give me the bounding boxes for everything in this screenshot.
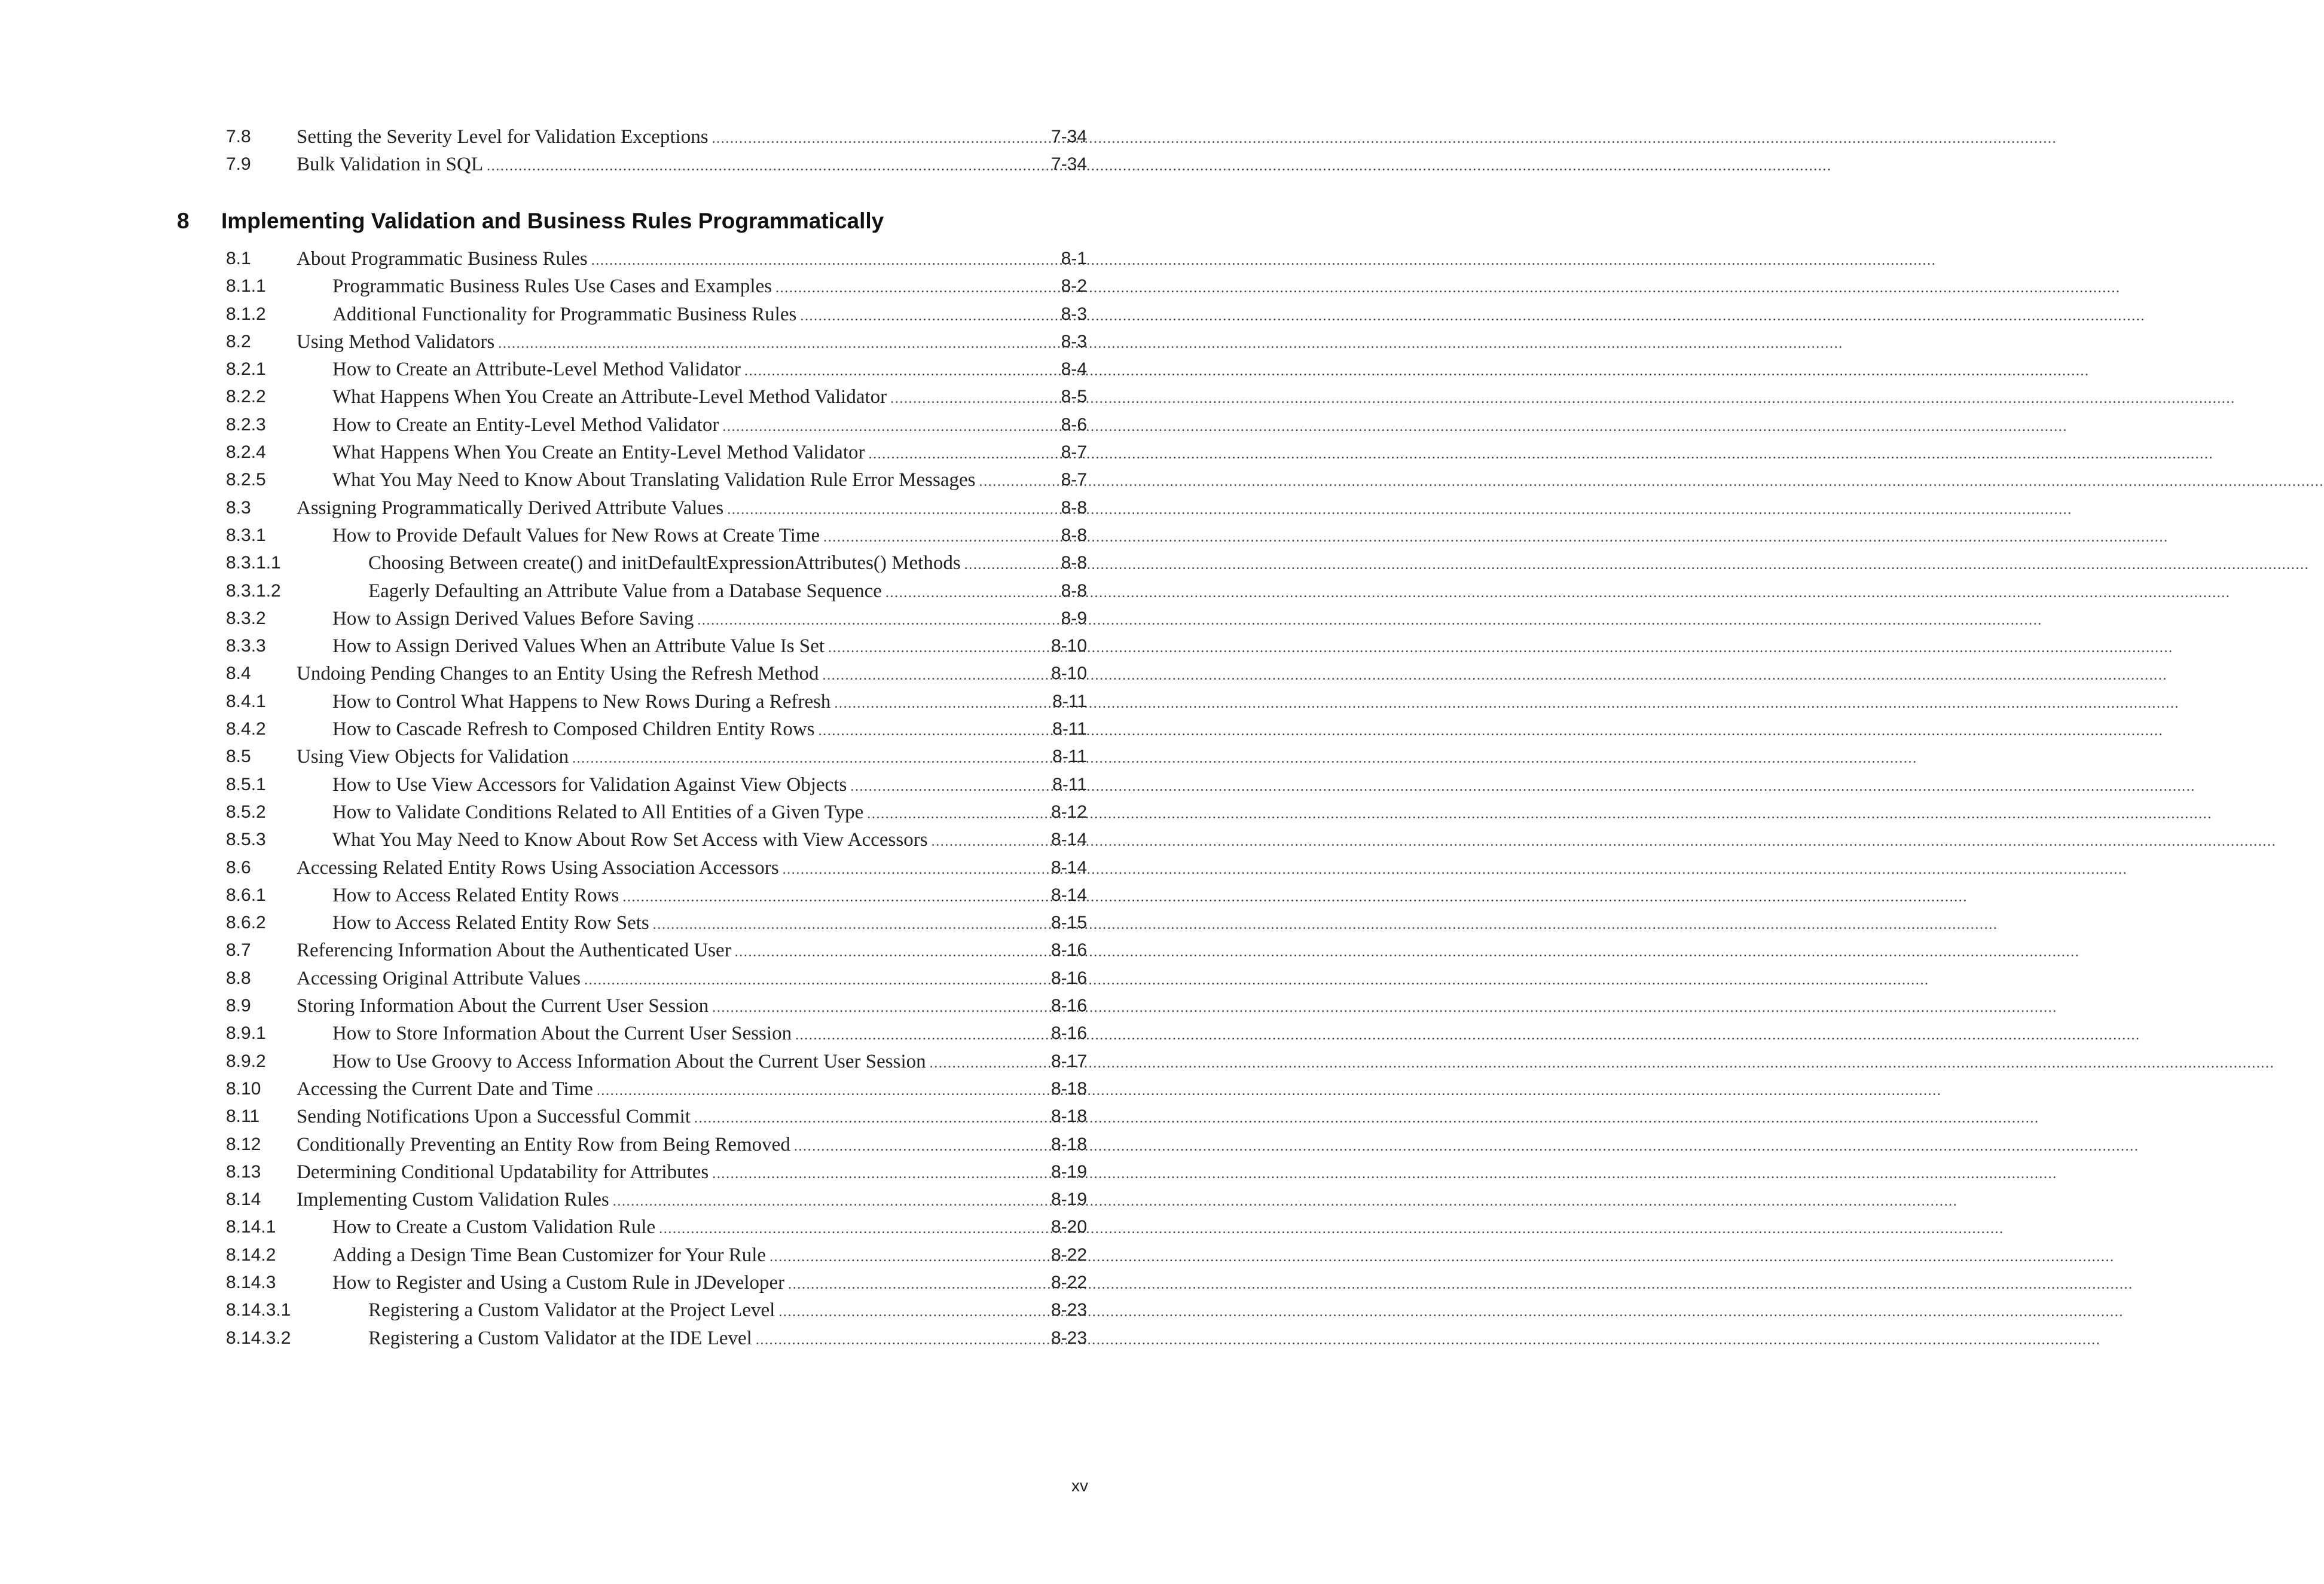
toc-leader-dots xyxy=(867,799,1059,828)
toc-entry-title: How to Store Information About the Current User Session xyxy=(332,1023,792,1045)
toc-entry-page: 8-20 xyxy=(1050,1217,1087,1237)
toc-entry-text xyxy=(332,771,1068,800)
toc-entry-title: Storing Information About the Current User Session xyxy=(297,995,709,1017)
toc-leader-dots xyxy=(572,743,1059,772)
toc-entry-page: 8-5 xyxy=(1061,387,1087,407)
toc-entry-text xyxy=(297,965,1068,994)
toc-entry-title: Assigning Programmatically Derived Attribute Values xyxy=(297,497,724,519)
toc-entry[interactable] xyxy=(0,992,1224,1020)
toc-entry-page: 8-10 xyxy=(1050,636,1087,656)
toc-entry[interactable] xyxy=(0,1158,1224,1186)
toc-leader-dots xyxy=(591,245,1059,274)
toc-entry-title: How to Provide Default Values for New Rows at Create Time xyxy=(332,524,820,546)
toc-leader-dots xyxy=(712,123,1059,152)
toc-entry-text xyxy=(332,826,1068,855)
toc-entry-page: 8-6 xyxy=(1061,414,1087,435)
toc-entry-text xyxy=(297,151,1068,180)
toc-entry-text xyxy=(332,799,1068,828)
toc-entry-number: 8.6.2 xyxy=(226,913,266,933)
toc-entry[interactable] xyxy=(0,854,1224,882)
toc-leader-dots xyxy=(930,1048,1059,1077)
toc-leader-dots xyxy=(712,992,1059,1022)
toc-entry-number: 8.9.2 xyxy=(226,1051,266,1071)
toc-entry-page: 8-22 xyxy=(1050,1244,1087,1265)
toc-previous-chapter-entries xyxy=(0,123,1224,179)
toc-entry[interactable] xyxy=(0,1020,1224,1047)
toc-leader-dots xyxy=(964,549,1059,579)
toc-entry-title: What Happens When You Create an Attribute-Level Method Validator xyxy=(332,386,887,408)
toc-entry[interactable] xyxy=(0,882,1224,909)
toc-entry[interactable] xyxy=(0,799,1224,826)
toc-entry-number: 8.13 xyxy=(226,1161,261,1182)
toc-leader-dots xyxy=(819,715,1059,745)
toc-entry-text xyxy=(332,688,1068,717)
toc-entry-page: 8-19 xyxy=(1050,1189,1087,1210)
toc-entry[interactable] xyxy=(0,1075,1224,1103)
toc-entry-title: About Programmatic Business Rules xyxy=(297,248,588,270)
toc-entry-title: How to Create an Entity-Level Method Validator xyxy=(332,414,719,436)
toc-leader-dots xyxy=(823,522,1059,551)
toc-entry-text xyxy=(368,1296,1068,1326)
toc-leader-dots xyxy=(735,937,1059,966)
toc-entry-text xyxy=(332,466,1068,496)
toc-entry-title: Undoing Pending Changes to an Entity Using the Refresh Method xyxy=(297,663,819,685)
toc-entry-number: 8.2 xyxy=(226,331,251,351)
toc-entry-page: 8-14 xyxy=(1050,885,1087,905)
toc-entry-title: What You May Need to Know About Translating Validation Rule Error Messages xyxy=(332,469,976,491)
toc-entry-text xyxy=(297,937,1068,966)
toc-entry-page: 8-10 xyxy=(1050,663,1087,684)
toc-entry-title: Using View Objects for Validation xyxy=(297,746,569,768)
toc-entry-page: 8-18 xyxy=(1050,1106,1087,1127)
toc-entry-text xyxy=(332,1213,1068,1243)
toc-entry-page: 8-16 xyxy=(1050,968,1087,988)
toc-entry-number: 8.2.3 xyxy=(226,414,266,435)
toc-entry-title: Adding a Design Time Bean Customizer for Your Rule xyxy=(332,1244,766,1266)
toc-entry-title: How to Assign Derived Values Before Saving xyxy=(332,607,694,629)
toc-entry-page: 8-14 xyxy=(1050,857,1087,877)
toc-entry-title: Referencing Information About the Authenticated User xyxy=(297,940,731,962)
toc-entry[interactable] xyxy=(0,245,1224,273)
toc-entry-page: 7-34 xyxy=(1050,127,1087,146)
toc-entry-number: 8.2.5 xyxy=(226,470,266,490)
toc-entry[interactable] xyxy=(0,151,1224,178)
toc-entry-text xyxy=(297,854,1068,883)
toc-leader-dots xyxy=(868,439,1059,468)
toc-entry-number: 8.14.3 xyxy=(226,1272,276,1292)
toc-entry[interactable] xyxy=(0,522,1224,549)
toc-entry-title: How to Use Groovy to Access Information About the Current User Session xyxy=(332,1050,926,1072)
toc-entry-number: 8.2.4 xyxy=(226,442,266,463)
toc-entry[interactable] xyxy=(0,577,1224,605)
toc-entry-text xyxy=(332,715,1068,745)
toc-entry-title: How to Register and Using a Custom Rule in JDeveloper xyxy=(332,1271,785,1294)
page-folio: xv xyxy=(1071,1476,1088,1495)
toc-entry-number: 8.10 xyxy=(226,1078,261,1099)
toc-entry-title: Eagerly Defaulting an Attribute Value from a Database Sequence xyxy=(368,580,882,602)
toc-entry-title: Accessing Original Attribute Values xyxy=(297,967,581,989)
toc-entry[interactable] xyxy=(0,771,1224,799)
toc-entry-text xyxy=(297,660,1068,689)
toc-entry-text xyxy=(332,383,1068,412)
toc-entry[interactable] xyxy=(0,1296,1224,1324)
toc-entry-page: 8-16 xyxy=(1050,940,1087,961)
toc-leader-dots xyxy=(788,1269,1059,1298)
toc-entry-page: 8-18 xyxy=(1050,1078,1087,1099)
toc-entry-page: 8-8 xyxy=(1061,525,1087,545)
toc-entry-text xyxy=(297,494,1068,524)
toc-entry-text xyxy=(332,301,1068,330)
toc-entry-text xyxy=(332,882,1068,911)
toc-entry-text xyxy=(332,632,1068,662)
toc-leader-dots xyxy=(498,328,1059,357)
toc-entry-page: 8-3 xyxy=(1061,304,1087,324)
toc-entry-title: Accessing Related Entity Rows Using Association Accessors xyxy=(297,857,779,879)
toc-entry-title: Registering a Custom Validator at the IDE Level xyxy=(368,1327,752,1349)
toc-leader-dots xyxy=(885,577,1059,607)
toc-entry[interactable] xyxy=(0,549,1224,577)
toc-entry-number: 8.14 xyxy=(226,1189,261,1210)
toc-chapter-entries xyxy=(0,245,1224,1352)
toc-entry-text xyxy=(368,1325,1068,1354)
toc-entry[interactable] xyxy=(0,937,1224,964)
toc-entry-number: 8.14.2 xyxy=(226,1244,276,1265)
toc-entry[interactable] xyxy=(0,743,1224,770)
toc-entry-page: 8-11 xyxy=(1052,719,1087,739)
toc-entry-page: 8-19 xyxy=(1050,1161,1087,1182)
toc-entry-title: Accessing the Current Date and Time xyxy=(297,1078,593,1100)
toc-entry-text xyxy=(297,328,1068,357)
toc-entry-title: Sending Notifications Upon a Successful Commit xyxy=(297,1106,691,1128)
toc-entry[interactable] xyxy=(0,1186,1224,1213)
chapter-title: Implementing Validation and Business Rules Programmatically xyxy=(221,209,884,233)
toc-entry[interactable] xyxy=(0,1131,1224,1158)
toc-entry-text xyxy=(332,522,1068,551)
toc-entry[interactable] xyxy=(0,1048,1224,1075)
toc-entry-number: 7.9 xyxy=(226,154,251,175)
toc-entry-text xyxy=(297,1158,1068,1188)
toc-entry-number: 8.5 xyxy=(226,747,251,767)
toc-entry-number: 7.8 xyxy=(226,127,251,146)
toc-entry-text xyxy=(332,411,1068,441)
toc-entry-text xyxy=(332,1020,1068,1049)
toc-entry-number: 8.3.3 xyxy=(226,636,266,656)
toc-entry[interactable] xyxy=(0,383,1224,411)
toc-entry[interactable] xyxy=(0,466,1224,494)
toc-leader-dots xyxy=(756,1325,1059,1354)
toc-leader-dots xyxy=(932,826,1059,855)
toc-entry-number: 8.4.2 xyxy=(226,719,266,739)
toc-entry-page: 8-18 xyxy=(1050,1134,1087,1154)
toc-leader-dots xyxy=(795,1020,1059,1049)
toc-entry[interactable] xyxy=(0,660,1224,687)
toc-leader-dots xyxy=(584,965,1059,994)
toc-entry-number: 8.6 xyxy=(226,857,251,877)
toc-entry-page: 8-15 xyxy=(1050,913,1087,933)
toc-entry-page: 8-3 xyxy=(1061,331,1087,351)
toc-entry-text xyxy=(368,549,1068,579)
toc-leader-dots xyxy=(775,273,1059,302)
toc-entry-title: Setting the Severity Level for Validation Exceptions xyxy=(297,126,709,148)
toc-entry-number: 8.8 xyxy=(226,968,251,988)
toc-leader-dots xyxy=(712,1158,1059,1188)
toc-entry-title: How to Access Related Entity Rows xyxy=(332,884,619,906)
toc-entry-number: 8.5.3 xyxy=(226,830,266,850)
toc-leader-dots xyxy=(597,1075,1059,1105)
toc-entry[interactable] xyxy=(0,965,1224,992)
toc-entry-page: 8-23 xyxy=(1050,1328,1087,1348)
toc-leader-dots xyxy=(794,1131,1059,1160)
toc-entry-page: 8-9 xyxy=(1061,608,1087,628)
toc-entry-page: 8-14 xyxy=(1050,830,1087,850)
toc-leader-dots xyxy=(622,882,1059,911)
toc-leader-dots xyxy=(890,383,1059,412)
chapter-number: 8 xyxy=(177,209,190,233)
toc-entry-page: 8-7 xyxy=(1061,442,1087,463)
toc-entry[interactable] xyxy=(0,688,1224,715)
toc-entry[interactable] xyxy=(0,123,1224,151)
toc-entry-number: 8.11 xyxy=(226,1106,260,1127)
toc-entry[interactable] xyxy=(0,1103,1224,1130)
toc-entry[interactable] xyxy=(0,826,1224,854)
toc-entry[interactable] xyxy=(0,494,1224,522)
toc-entry-page: 8-17 xyxy=(1050,1051,1087,1071)
toc-entry[interactable] xyxy=(0,273,1224,300)
toc-entry-number: 8.5.2 xyxy=(226,802,266,822)
toc-entry[interactable] xyxy=(0,605,1224,632)
toc-entry-title: Programmatic Business Rules Use Cases and Examples xyxy=(332,276,772,298)
toc-entry-title: What You May Need to Know About Row Set Access with View Accessors xyxy=(332,829,928,851)
toc-leader-dots xyxy=(613,1186,1059,1215)
toc-entry-number: 8.2.1 xyxy=(226,359,266,380)
toc-entry-number: 8.9.1 xyxy=(226,1023,266,1044)
toc-entry-title: How to Assign Derived Values When an Attribute Value Is Set xyxy=(332,635,825,658)
toc-leader-dots xyxy=(659,1213,1059,1243)
toc-entry-title: Using Method Validators xyxy=(297,331,495,353)
toc-entry-number: 8.3.1.1 xyxy=(226,553,281,573)
toc-entry-page: 8-4 xyxy=(1061,359,1087,380)
toc-entry-text xyxy=(332,273,1068,302)
toc-leader-dots xyxy=(850,771,1059,800)
toc-entry-number: 8.3 xyxy=(226,497,251,518)
toc-entry-number: 8.14.1 xyxy=(226,1217,276,1237)
toc-entry-number: 8.12 xyxy=(226,1134,261,1154)
toc-entry-page: 8-23 xyxy=(1050,1300,1087,1320)
toc-leader-dots xyxy=(744,356,1059,385)
toc-leader-dots xyxy=(823,660,1060,689)
toc-entry-title: Choosing Between create() and initDefaultExpressionAttributes() Methods xyxy=(368,552,961,574)
toc-entry-number: 8.14.3.2 xyxy=(226,1328,291,1348)
toc-entry[interactable] xyxy=(0,356,1224,383)
toc-leader-dots xyxy=(778,1296,1059,1326)
toc-entry-number: 8.6.1 xyxy=(226,885,266,905)
toc-entry-title: Additional Functionality for Programmatic Business Rules xyxy=(332,303,797,325)
toc-entry-title: How to Cascade Refresh to Composed Children Entity Rows xyxy=(332,718,815,741)
toc-entry-page: 8-2 xyxy=(1061,276,1087,296)
toc-leader-dots xyxy=(769,1241,1059,1271)
toc-entry-number: 8.4.1 xyxy=(226,691,266,711)
toc-entry-title: Conditionally Preventing an Entity Row from Being Removed xyxy=(297,1133,790,1155)
toc-leader-dots xyxy=(834,688,1059,717)
toc-entry[interactable] xyxy=(0,715,1224,743)
toc-entry-title: Implementing Custom Validation Rules xyxy=(297,1189,609,1211)
toc-entry-page: 7-34 xyxy=(1050,154,1087,175)
toc-entry[interactable] xyxy=(0,411,1224,439)
toc-entry[interactable] xyxy=(0,1325,1224,1352)
toc-entry-title: How to Use View Accessors for Validation Against View Objects xyxy=(332,773,847,796)
toc-entry-title: What Happens When You Create an Entity-Level Method Validator xyxy=(332,442,865,464)
toc-entry-title: How to Control What Happens to New Rows During a Refresh xyxy=(332,690,831,713)
toc-leader-dots xyxy=(722,411,1059,441)
toc-leader-dots xyxy=(697,605,1059,634)
toc-entry-number: 8.9 xyxy=(226,996,251,1016)
toc-entry-page: 8-11 xyxy=(1052,747,1087,767)
toc-entry[interactable] xyxy=(0,1241,1224,1269)
toc-leader-dots xyxy=(979,466,1059,496)
toc-entry-page: 8-1 xyxy=(1061,249,1087,268)
toc-entry-text xyxy=(332,439,1068,468)
toc-entry-title: How to Create a Custom Validation Rule xyxy=(332,1216,656,1239)
toc-leader-dots xyxy=(828,632,1059,662)
toc-entry-number: 8.5.1 xyxy=(226,774,266,794)
toc-entry-text xyxy=(297,1103,1068,1132)
toc-entry-text xyxy=(332,1048,1068,1077)
toc-entry-page: 8-16 xyxy=(1050,1023,1087,1044)
toc-entry-title: Registering a Custom Validator at the Project Level xyxy=(368,1299,775,1322)
toc-entry-text xyxy=(332,356,1068,385)
toc-entry[interactable] xyxy=(0,439,1224,466)
toc-entry[interactable] xyxy=(0,1269,1224,1296)
toc-entry-number: 8.14.3.1 xyxy=(226,1300,291,1320)
toc-entry-number: 8.3.2 xyxy=(226,608,266,628)
toc-entry-text xyxy=(332,909,1068,938)
toc-entry-number: 8.7 xyxy=(226,940,251,961)
toc-entry-number: 8.4 xyxy=(226,663,251,684)
toc-entry-number: 8.1.2 xyxy=(226,304,266,324)
toc-entry-text xyxy=(368,577,1068,607)
toc-entry-page: 8-8 xyxy=(1061,497,1087,518)
toc-entry-page: 8-8 xyxy=(1061,580,1087,601)
toc-entry-text xyxy=(332,1269,1068,1298)
toc-entry[interactable] xyxy=(0,328,1224,356)
toc-entry-page: 8-12 xyxy=(1050,802,1087,822)
toc-entry-title: How to Access Related Entity Row Sets xyxy=(332,912,649,934)
toc-leader-dots xyxy=(653,909,1059,938)
toc-leader-dots xyxy=(800,301,1059,330)
toc-entry-page: 8-8 xyxy=(1061,553,1087,573)
toc-entry-text xyxy=(297,1131,1068,1160)
toc-entry[interactable] xyxy=(0,301,1224,328)
toc-entry-text xyxy=(297,1186,1068,1215)
toc-leader-dots xyxy=(727,494,1059,524)
toc-entry-text xyxy=(332,1241,1068,1271)
toc-entry-number: 8.2.2 xyxy=(226,387,266,407)
toc-entry-number: 8.3.1 xyxy=(226,525,266,545)
toc-entry-number: 8.1 xyxy=(226,249,251,268)
toc-entry-text xyxy=(297,992,1068,1022)
toc-leader-dots xyxy=(783,854,1059,883)
toc-entry-title: How to Validate Conditions Related to All Entities of a Given Type xyxy=(332,801,864,823)
toc-entry[interactable] xyxy=(0,909,1224,937)
toc-leader-dots xyxy=(694,1103,1059,1132)
toc-entry-page: 8-16 xyxy=(1050,996,1087,1016)
toc-entry-text xyxy=(297,245,1068,274)
toc-leader-dots xyxy=(487,151,1059,180)
toc-entry-title: Bulk Validation in SQL xyxy=(297,154,483,176)
chapter-heading xyxy=(0,203,1224,239)
toc-entry-text xyxy=(297,1075,1068,1105)
toc-entry-page: 8-11 xyxy=(1052,774,1087,794)
toc-entry-number: 8.3.1.2 xyxy=(226,580,281,601)
toc-entry-page: 8-7 xyxy=(1061,470,1087,490)
toc-entry-title: How to Create an Attribute-Level Method Validator xyxy=(332,359,741,381)
toc-entry-text xyxy=(297,743,1068,772)
toc-entry-number: 8.1.1 xyxy=(226,276,266,296)
toc-entry[interactable] xyxy=(0,1213,1224,1241)
toc-entry-page: 8-22 xyxy=(1050,1272,1087,1292)
toc-entry-page: 8-11 xyxy=(1052,691,1087,711)
toc-entry-text xyxy=(297,123,1068,152)
toc-entry[interactable] xyxy=(0,632,1224,660)
toc-entry-text xyxy=(332,605,1068,634)
toc-entry-title: Determining Conditional Updatability for Attributes xyxy=(297,1161,709,1183)
